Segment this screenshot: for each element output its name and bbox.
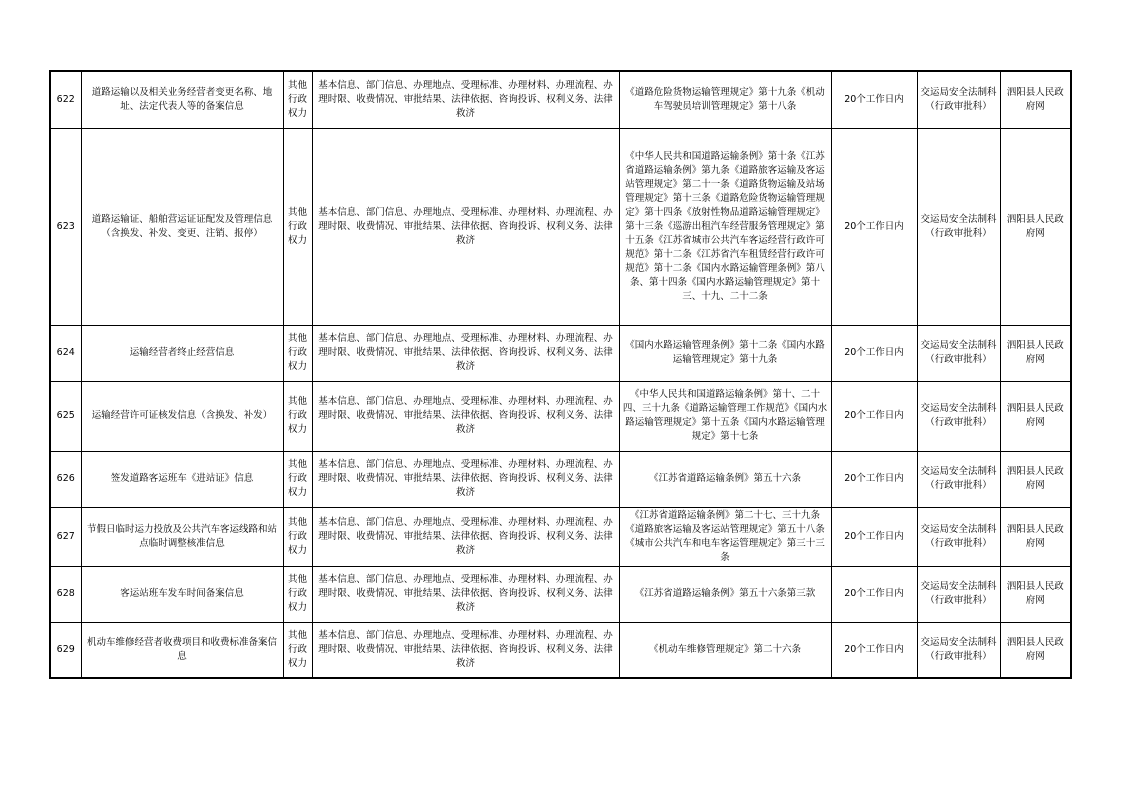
disclosure-content: 基本信息、部门信息、办理地点、受理标准、办理材料、办理流程、办理时限、收费情况、审批结果、法律依据、咨询投诉、权利义务、法律救济 — [312, 71, 619, 128]
item-name: 签发道路客运班车《进站证》信息 — [81, 451, 283, 507]
item-name: 机动车维修经营者收费项目和收费标准备案信息 — [81, 622, 283, 678]
legal-basis: 《江苏省道路运输条例》第二十七、三十九条《道路旅客运输及客运站管理规定》第五十八条《城市公共汽车和电车客运管理规定》第三十三条 — [619, 507, 831, 566]
power-category: 其他行政权力 — [283, 71, 312, 128]
time-limit: 20个工作日内 — [831, 451, 917, 507]
row-number: 627 — [50, 507, 81, 566]
disclosure-content: 基本信息、部门信息、办理地点、受理标准、办理材料、办理流程、办理时限、收费情况、审批结果、法律依据、咨询投诉、权利义务、法律救济 — [312, 566, 619, 622]
power-category: 其他行政权力 — [283, 507, 312, 566]
table-row — [50, 71, 1071, 128]
responsible-dept: 交运局安全法制科（行政审批科） — [917, 381, 1000, 451]
table-row — [50, 622, 1071, 678]
item-name: 运输经营者终止经营信息 — [81, 325, 283, 381]
time-limit: 20个工作日内 — [831, 325, 917, 381]
time-limit: 20个工作日内 — [831, 128, 917, 325]
disclosure-channel: 泗阳县人民政府网 — [1000, 71, 1071, 128]
item-name: 运输经营许可证核发信息（含换发、补发） — [81, 381, 283, 451]
legal-basis: 《中华人民共和国道路运输条例》第十、二十四、三十九条《道路运输管理工作规范》《国内水路运输管理规定》第十五条《国内水路运输管理规定》第十七条 — [619, 381, 831, 451]
disclosure-channel: 泗阳县人民政府网 — [1000, 128, 1071, 325]
disclosure-content: 基本信息、部门信息、办理地点、受理标准、办理材料、办理流程、办理时限、收费情况、审批结果、法律依据、咨询投诉、权利义务、法律救济 — [312, 128, 619, 325]
legal-basis: 《国内水路运输管理条例》第十二条《国内水路运输管理规定》第十九条 — [619, 325, 831, 381]
row-number: 622 — [50, 71, 81, 128]
disclosure-channel: 泗阳县人民政府网 — [1000, 381, 1071, 451]
disclosure-channel: 泗阳县人民政府网 — [1000, 507, 1071, 566]
disclosure-channel: 泗阳县人民政府网 — [1000, 325, 1071, 381]
row-number: 626 — [50, 451, 81, 507]
item-name: 节假日临时运力投放及公共汽车客运线路和站点临时调整核准信息 — [81, 507, 283, 566]
item-name: 道路运输证、船舶营运证证配发及管理信息（含换发、补发、变更、注销、报停） — [81, 128, 283, 325]
responsible-dept: 交运局安全法制科（行政审批科） — [917, 451, 1000, 507]
table-body — [50, 71, 1071, 678]
time-limit: 20个工作日内 — [831, 507, 917, 566]
item-name: 客运站班车发车时间备案信息 — [81, 566, 283, 622]
disclosure-content: 基本信息、部门信息、办理地点、受理标准、办理材料、办理流程、办理时限、收费情况、审批结果、法律依据、咨询投诉、权利义务、法律救济 — [312, 381, 619, 451]
legal-basis: 《机动车维修管理规定》第二十六条 — [619, 622, 831, 678]
responsible-dept: 交运局安全法制科（行政审批科） — [917, 566, 1000, 622]
legal-basis: 《江苏省道路运输条例》第五十六条 — [619, 451, 831, 507]
power-category: 其他行政权力 — [283, 325, 312, 381]
legal-basis: 《中华人民共和国道路运输条例》第十条《江苏省道路运输条例》第九条《道路旅客运输及客运站管理规定》第二十一条《道路货物运输及站场管理规定》第十三条《道路危险货物运输管理规定》第十四条《放射性物品道路运输管理规定》第十三条《巡游出租汽车经营服务管理规定》第十五条《江苏省城市公共汽车客运经营行政许可规范》第十二条《江苏省汽车租赁经营行政许可规范》第十二条《国内水路运输管理条例》第八条、第十四条《国内水路运输管理规定》第十三、十九、二十二条 — [619, 128, 831, 325]
responsible-dept: 交运局安全法制科（行政审批科） — [917, 622, 1000, 678]
table-row — [50, 507, 1071, 566]
table-row — [50, 128, 1071, 325]
power-category: 其他行政权力 — [283, 381, 312, 451]
row-number: 628 — [50, 566, 81, 622]
row-number: 625 — [50, 381, 81, 451]
legal-basis: 《道路危险货物运输管理规定》第十九条《机动车驾驶员培训管理规定》第十八条 — [619, 71, 831, 128]
responsible-dept: 交运局安全法制科（行政审批科） — [917, 507, 1000, 566]
row-number: 629 — [50, 622, 81, 678]
responsible-dept: 交运局安全法制科（行政审批科） — [917, 325, 1000, 381]
time-limit: 20个工作日内 — [831, 622, 917, 678]
disclosure-channel: 泗阳县人民政府网 — [1000, 451, 1071, 507]
row-number: 623 — [50, 128, 81, 325]
disclosure-table — [49, 70, 1072, 679]
disclosure-content: 基本信息、部门信息、办理地点、受理标准、办理材料、办理流程、办理时限、收费情况、审批结果、法律依据、咨询投诉、权利义务、法律救济 — [312, 325, 619, 381]
time-limit: 20个工作日内 — [831, 71, 917, 128]
disclosure-content: 基本信息、部门信息、办理地点、受理标准、办理材料、办理流程、办理时限、收费情况、审批结果、法律依据、咨询投诉、权利义务、法律救济 — [312, 622, 619, 678]
time-limit: 20个工作日内 — [831, 381, 917, 451]
row-number: 624 — [50, 325, 81, 381]
power-category: 其他行政权力 — [283, 451, 312, 507]
time-limit: 20个工作日内 — [831, 566, 917, 622]
disclosure-channel: 泗阳县人民政府网 — [1000, 566, 1071, 622]
power-category: 其他行政权力 — [283, 566, 312, 622]
legal-basis: 《江苏省道路运输条例》第五十六条第三款 — [619, 566, 831, 622]
responsible-dept: 交运局安全法制科（行政审批科） — [917, 71, 1000, 128]
power-category: 其他行政权力 — [283, 128, 312, 325]
item-name: 道路运输以及相关业务经营者变更名称、地址、法定代表人等的备案信息 — [81, 71, 283, 128]
responsible-dept: 交运局安全法制科（行政审批科） — [917, 128, 1000, 325]
table-row — [50, 381, 1071, 451]
disclosure-content: 基本信息、部门信息、办理地点、受理标准、办理材料、办理流程、办理时限、收费情况、审批结果、法律依据、咨询投诉、权利义务、法律救济 — [312, 451, 619, 507]
table-row — [50, 566, 1071, 622]
disclosure-content: 基本信息、部门信息、办理地点、受理标准、办理材料、办理流程、办理时限、收费情况、审批结果、法律依据、咨询投诉、权利义务、法律救济 — [312, 507, 619, 566]
table-row — [50, 451, 1071, 507]
disclosure-channel: 泗阳县人民政府网 — [1000, 622, 1071, 678]
table-row — [50, 325, 1071, 381]
power-category: 其他行政权力 — [283, 622, 312, 678]
